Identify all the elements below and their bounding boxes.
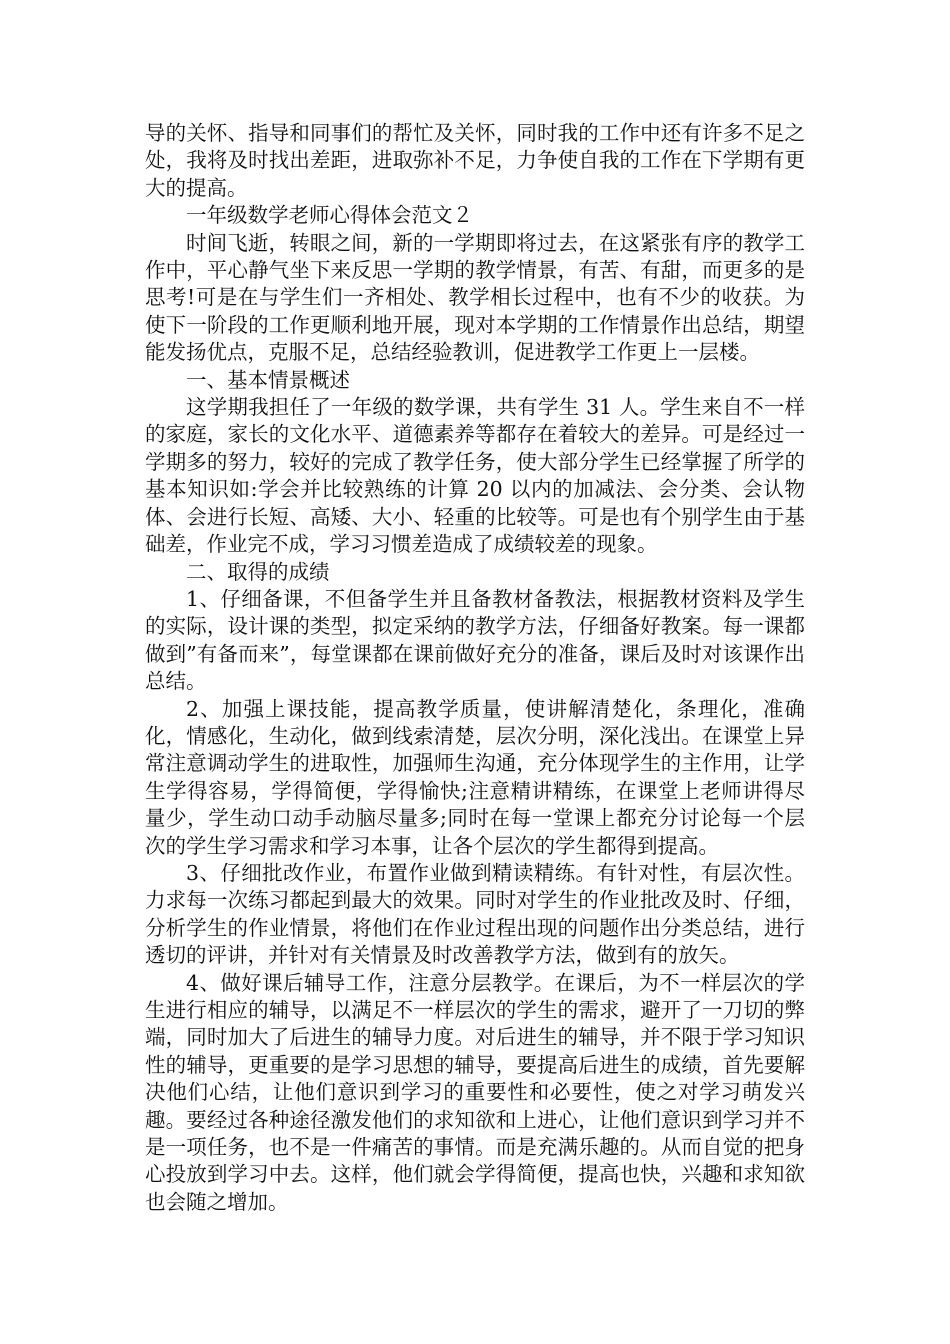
paragraph-continuation: 导的关怀、指导和同事们的帮忙及关怀，同时我的工作中还有许多不足之处，我将及时找出差距，进取弥补不足，力争使自我的工作在下学期有更大的提高。 <box>145 121 805 200</box>
paragraph-basic-overview: 这学期我担任了一年级的数学课，共有学生 31 人。学生来自不一样的家庭，家长的文化水平、道德素养等都存在着较大的差异。可是经过一学期多的努力，较好的完成了教学任务，使大部分学生已经掌握了所学的基本知识如:学会并比较熟练的计算 20 以内的加减法、会分类、会认物体、会进行长短、高矮、大小、轻重的比较等。可是也有个别学生由于基础差，作业完不成，学习习惯差造成了成绩较差的现象。 <box>145 395 805 557</box>
paragraph-item-3: 3、仔细批改作业，布置作业做到精读精练。有针对性，有层次性。力求每一次练习都起到最大的效果。同时对学生的作业批改及时、仔细，分析学生的作业情景，将他们在作业过程出现的问题作出分类总结，进行透切的评讲，并针对有关情景及时改善教学方法，做到有的放矢。 <box>145 860 805 968</box>
document-page <box>145 120 805 1216</box>
article-title-2: 一年级数学老师心得体会范文２ <box>186 203 473 228</box>
paragraph-intro: 时间飞逝，转眼之间，新的一学期即将过去，在这紧张有序的教学工作中，平心静气坐下来反思一学期的教学情景，有苦、有甜，而更多的是思考!可是在与学生们一齐相处、教学相长过程中，也有不少的收获。为使下一阶段的工作更顺利地开展，现对本学期的工作情景作出总结，期望能发扬优点，克服不足，总结经验教训，促进教学工作更上一层楼。 <box>145 230 805 365</box>
section-heading-achievements: 二、取得的成绩 <box>186 559 330 584</box>
paragraph-item-1: 1、仔细备课，不但备学生并且备教材备教法，根据教材资料及学生的实际，设计课的类型，拟定采纳的教学方法，仔细备好教案。每一课都做到”有备而来”，每堂课都在课前做好充分的准备，课后及时对该课作出总结。 <box>145 586 805 694</box>
section-heading-basic-overview: 一、基本情景概述 <box>186 367 350 392</box>
paragraph-item-2: 2、加强上课技能，提高教学质量，使讲解清楚化，条理化，准确化，情感化，生动化，做到线索清楚，层次分明，深化浅出。在课堂上异常注意调动学生的进取性，加强师生沟通，充分体现学生的主作用，让学生学得容易，学得简便，学得愉快;注意精讲精练，在课堂上老师讲得尽量少，学生动口动手动脑尽量多;同时在每一堂课上都充分讨论每一个层次的学生学习需求和学习本事，让各个层次的学生都得到提高。 <box>145 696 805 858</box>
paragraph-item-4: 4、做好课后辅导工作，注意分层教学。在课后，为不一样层次的学生进行相应的辅导，以满足不一样层次的学生的需求，避开了一刀切的弊端，同时加大了后进生的辅导力度。对后进生的辅导，并不限于学习知识性的辅导，更重要的是学习思想的辅导，要提高后进生的成绩，首先要解决他们心结，让他们意识到学习的重要性和必要性，使之对学习萌发兴趣。要经过各种途径激发他们的求知欲和上进心，让他们意识到学习并不是一项任务，也不是一件痛苦的事情。而是充满乐趣的。从而自觉的把身心投放到学习中去。这样，他们就会学得简便，提高也快，兴趣和求知欲也会随之增加。 <box>145 970 805 1214</box>
